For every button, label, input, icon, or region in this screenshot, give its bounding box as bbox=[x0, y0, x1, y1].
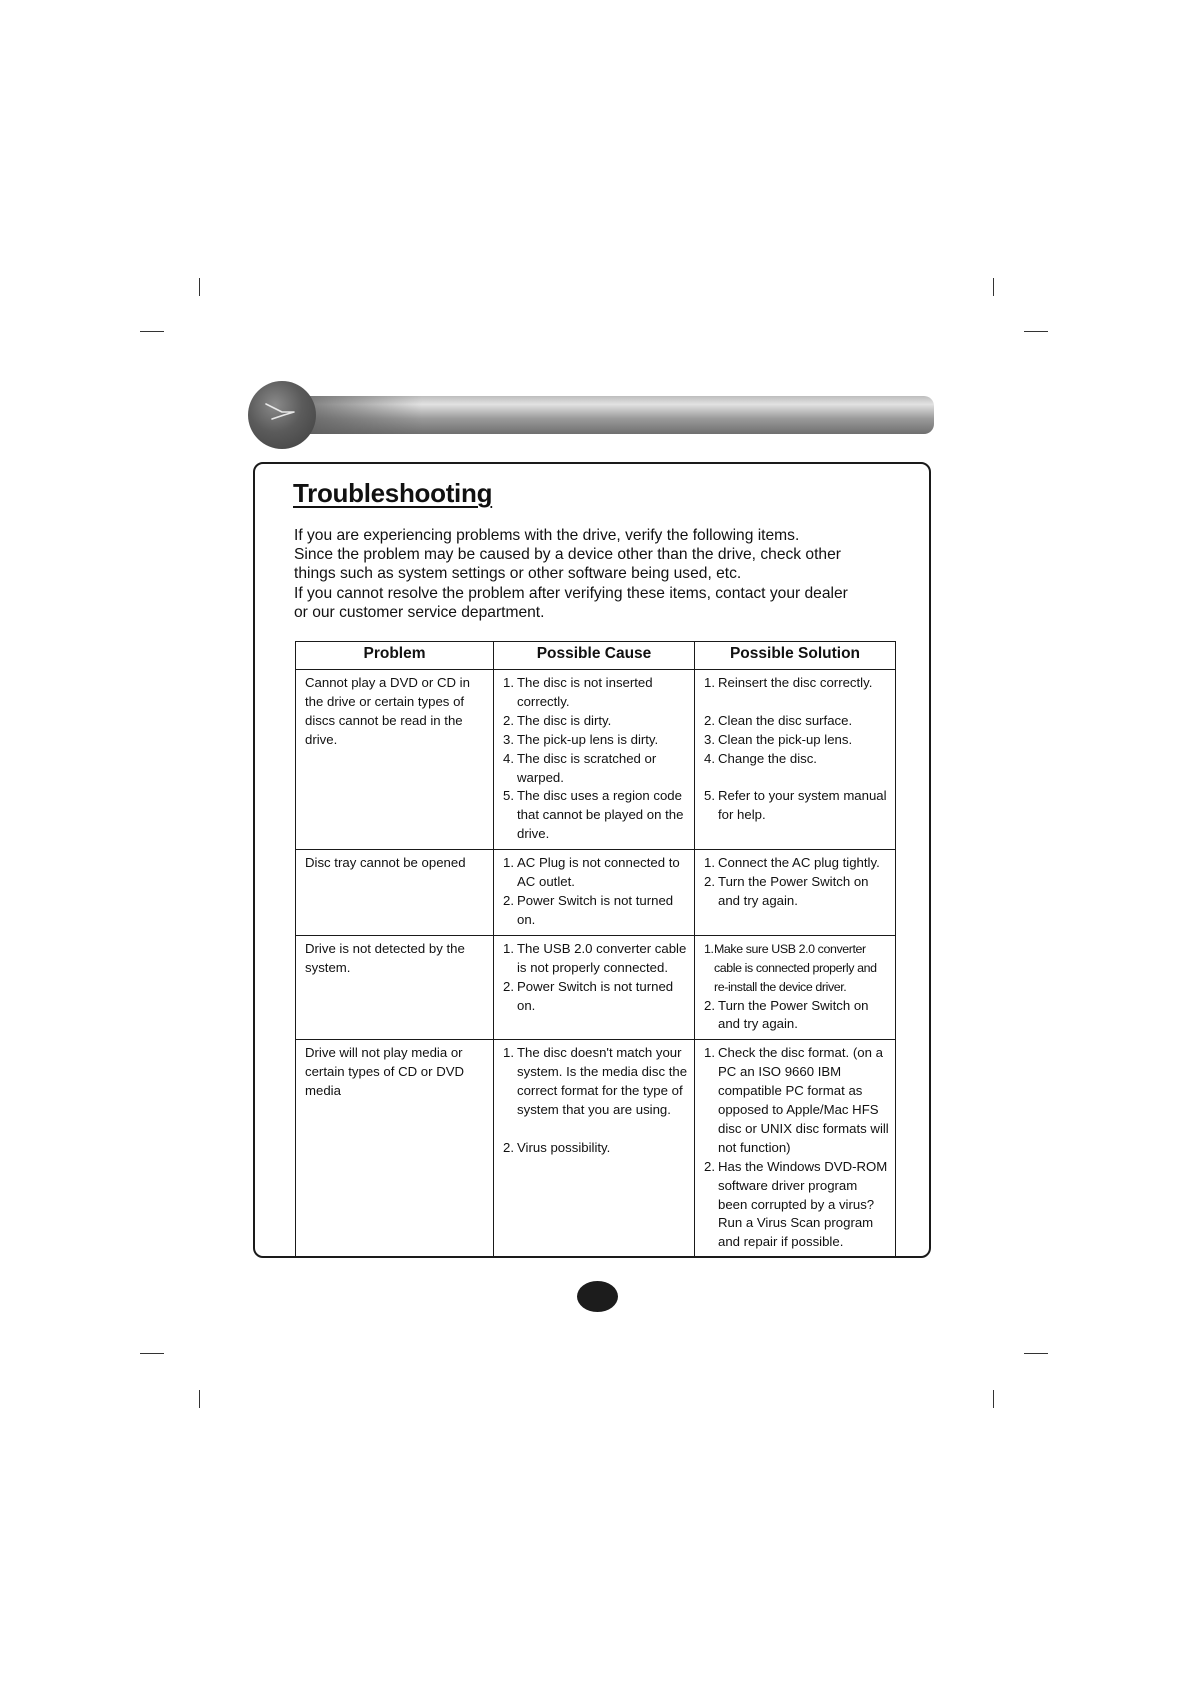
list-item: 4. Change the disc. bbox=[704, 750, 817, 766]
brush-stroke-icon bbox=[248, 381, 316, 449]
troubleshooting-table bbox=[295, 641, 896, 1258]
list-item: 1. The disc is not inserted correctly. bbox=[503, 675, 653, 709]
problem-text: Disc tray cannot be opened bbox=[305, 855, 466, 871]
list-item: 1. Make sure USB 2.0 converter cable is connected properly and re-install the device driver. bbox=[704, 941, 877, 994]
crop-mark bbox=[199, 1390, 200, 1408]
list-item: 2. Power Switch is not turned on. bbox=[503, 978, 674, 1013]
list-item: 1. The disc doesn't match your system. Is the media disc the correct format for the type of system that you are using. bbox=[503, 1045, 688, 1118]
problem-cell bbox=[296, 670, 494, 850]
problem-text: Drive is not detected by the system. bbox=[305, 940, 465, 975]
intro-line: things such as system settings or other software being used, etc. bbox=[294, 565, 742, 583]
column-header-solution: Possible Solution bbox=[695, 642, 896, 670]
spacer bbox=[704, 693, 889, 712]
solution-cell bbox=[695, 1040, 896, 1258]
crop-mark bbox=[140, 331, 164, 332]
list-item: 1. Connect the AC plug tightly. bbox=[704, 855, 880, 871]
cause-cell bbox=[494, 935, 695, 1040]
problem-cell bbox=[296, 1040, 494, 1258]
crop-mark bbox=[140, 1353, 164, 1354]
table-row bbox=[296, 1040, 896, 1258]
list-item: 1. Reinsert the disc correctly. bbox=[704, 675, 873, 690]
intro-line: Since the problem may be caused by a device other than the drive, check other bbox=[294, 546, 841, 564]
cause-cell bbox=[494, 850, 695, 936]
column-header-cause: Possible Cause bbox=[494, 642, 695, 670]
section-header-badge bbox=[248, 381, 316, 449]
page-number-badge bbox=[577, 1281, 618, 1312]
list-item: 4. The disc is scratched or warped. bbox=[503, 750, 657, 785]
list-item: 3. Clean the pick-up lens. bbox=[704, 731, 853, 747]
list-item: 2. Turn the Power Switch on and try again. bbox=[704, 997, 869, 1032]
list-item: 2. Clean the disc surface. bbox=[704, 712, 853, 728]
table-header-row bbox=[296, 642, 896, 670]
list-item: 2. The disc is dirty. bbox=[503, 712, 612, 728]
column-header-problem: Problem bbox=[296, 642, 494, 670]
list-item: 2. Virus possibility. bbox=[503, 1139, 611, 1155]
list-item: 2. Power Switch is not turned on. bbox=[503, 892, 674, 927]
page-title: Troubleshooting bbox=[293, 478, 493, 508]
problem-cell bbox=[296, 850, 494, 936]
list-item: 5. Refer to your system manual for help. bbox=[704, 788, 887, 823]
problem-text: Cannot play a DVD or CD in the drive or certain types of discs cannot be read in the drive. bbox=[305, 675, 470, 747]
intro-line: If you cannot resolve the problem after verifying these items, contact your dealer bbox=[294, 584, 848, 602]
spacer bbox=[704, 769, 889, 788]
solution-cell bbox=[695, 670, 896, 850]
crop-mark bbox=[1024, 331, 1048, 332]
list-item: 5. The disc uses a region code that cannot be played on the drive. bbox=[503, 788, 684, 842]
table-row bbox=[296, 850, 896, 936]
problem-text: Drive will not play media or certain types of CD or DVD media bbox=[305, 1045, 465, 1099]
spacer bbox=[503, 1120, 688, 1139]
list-item: 1. Check the disc format. (on a PC an ISO 9660 IBM compatible PC format as opposed to Apple/Mac HFS disc or UNIX disc formats will not function) bbox=[704, 1045, 889, 1155]
list-item: 3. The pick-up lens is dirty. bbox=[503, 731, 659, 747]
list-item: 2. Has the Windows DVD-ROM software driver program been corrupted by a virus? Run a Virus Scan program and repair if possible. bbox=[704, 1158, 888, 1250]
table-row bbox=[296, 935, 896, 1040]
crop-mark bbox=[993, 1390, 994, 1408]
solution-cell bbox=[695, 935, 896, 1040]
problem-cell bbox=[296, 935, 494, 1040]
list-item: 1. AC Plug is not connected to AC outlet. bbox=[503, 855, 680, 890]
crop-mark bbox=[993, 278, 994, 296]
list-item: 1. The USB 2.0 converter cable is not properly connected. bbox=[503, 940, 687, 975]
intro-line: or our customer service department. bbox=[294, 603, 545, 621]
table-row bbox=[296, 670, 896, 850]
solution-cell bbox=[695, 850, 896, 936]
cause-cell bbox=[494, 670, 695, 850]
section-header-bar bbox=[262, 396, 934, 434]
intro-line: If you are experiencing problems with the drive, verify the following items. bbox=[294, 527, 800, 544]
crop-mark bbox=[199, 278, 200, 296]
intro-paragraph bbox=[294, 526, 914, 622]
list-item: 2. Turn the Power Switch on and try again. bbox=[704, 874, 869, 908]
crop-mark bbox=[1024, 1353, 1048, 1354]
cause-cell bbox=[494, 1040, 695, 1258]
